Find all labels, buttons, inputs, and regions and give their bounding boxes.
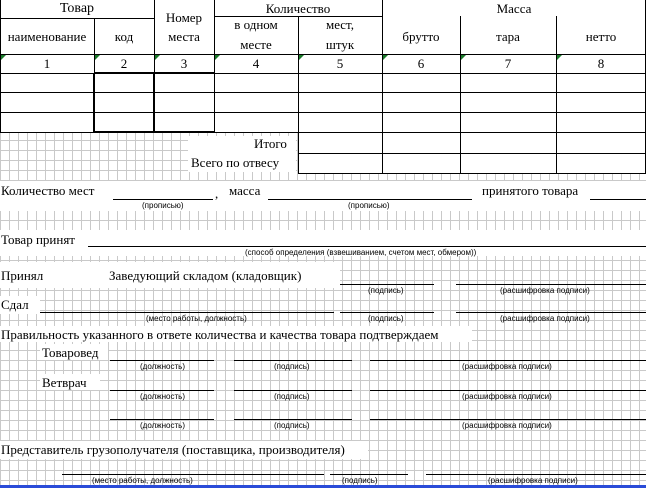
- header-v-odnom-line1: в одном: [234, 17, 278, 32]
- hint-podpis-prinyal: (подпись): [368, 286, 404, 295]
- sdal-name-field[interactable]: [456, 312, 646, 313]
- hint-dolzhnost: (должность): [140, 392, 185, 401]
- table-line: [94, 18, 95, 74]
- hint-podpis: (подпись): [274, 392, 310, 401]
- hint-rasshifrovka-representative: (расшифровка подписи): [488, 476, 578, 485]
- hint-rasshifrovka-sdal: (расшифровка подписи): [500, 314, 590, 323]
- table-line: [0, 54, 646, 55]
- hint-podpis: (подпись): [274, 362, 310, 371]
- column-number-4: 4: [252, 56, 260, 71]
- sdal-position-field[interactable]: [40, 312, 334, 313]
- prinyal-signature-field[interactable]: [340, 284, 434, 285]
- table-line: [0, 18, 154, 19]
- header-kolichestvo: Количество: [265, 1, 331, 16]
- cell-marker: [95, 55, 100, 60]
- header-kod: код: [114, 29, 134, 44]
- cell-marker: [299, 55, 304, 60]
- column-number-5: 5: [336, 56, 344, 71]
- cell-marker: [155, 55, 160, 60]
- header-mest-line2: штук: [325, 37, 355, 52]
- vetvrach-name-field[interactable]: [370, 390, 646, 391]
- column-number-8: 8: [597, 56, 605, 71]
- column-number-2: 2: [120, 56, 128, 71]
- header-nomer-mesta-line1: Номер: [165, 10, 203, 25]
- header-naimenovanie: наименование: [7, 29, 87, 44]
- tovaroved-signature-field[interactable]: [234, 360, 352, 361]
- column-number-3: 3: [180, 56, 188, 71]
- hint-rasshifrovka: (расшифровка подписи): [462, 392, 552, 401]
- table-line: [0, 92, 646, 93]
- header-tovar: Товар: [59, 1, 95, 16]
- hint-podpis: (подпись): [274, 421, 310, 430]
- table-line: [0, 112, 646, 113]
- vetvrach-label: Ветврач: [42, 375, 87, 390]
- hint-mesto-raboty-representative: (место работы, должность): [92, 476, 193, 485]
- accepted-goods-field[interactable]: [590, 199, 646, 200]
- representative-text: Представитель грузополучателя (поставщика, производителя): [1, 442, 345, 457]
- prinyal-label: Принял: [1, 268, 44, 283]
- massa-label: масса: [229, 183, 261, 198]
- column-number-1: 1: [43, 56, 51, 71]
- cell-marker: [383, 55, 388, 60]
- hint-propisyu-mass: (прописью): [348, 201, 390, 210]
- column-number-6: 6: [417, 56, 425, 71]
- sdal-signature-field[interactable]: [340, 312, 434, 313]
- representative-signature-field[interactable]: [330, 474, 408, 475]
- vsego-po-otvesu-label: Всего по отвесу: [191, 155, 280, 170]
- hint-podpis-representative: (подпись): [342, 476, 378, 485]
- table-line-thick: [153, 73, 155, 133]
- cell-marker: [557, 55, 562, 60]
- extra-name-field[interactable]: [370, 419, 646, 420]
- hint-rasshifrovka-prinyal: (расшифровка подписи): [500, 286, 590, 295]
- tovaroved-position-field[interactable]: [110, 360, 214, 361]
- representative-position-field[interactable]: [62, 474, 324, 475]
- header-massa: Масса: [496, 1, 532, 16]
- hint-sposob-opredeleniya: (способ определения (взвешиванием, счетом мест, обмером)): [245, 248, 477, 257]
- cell-marker: [215, 55, 220, 60]
- table-line: [556, 16, 557, 174]
- hint-dolzhnost: (должность): [140, 421, 185, 430]
- header-nomer-mesta-line2: места: [168, 29, 200, 44]
- tovar-prinyat-label: Товар принят: [1, 232, 75, 247]
- kolichestvo-mest-label: Количество мест: [1, 183, 95, 198]
- vetvrach-position-field[interactable]: [110, 390, 214, 391]
- header-netto: нетто: [585, 29, 617, 44]
- header-mest-line1: мест,: [325, 17, 355, 32]
- extra-signature-field[interactable]: [234, 419, 352, 420]
- tovaroved-label: Товаровед: [42, 345, 99, 360]
- extra-position-field[interactable]: [110, 419, 214, 420]
- header-brutto: брутто: [402, 29, 440, 44]
- table-line: [298, 173, 646, 174]
- header-v-odnom-line2: месте: [240, 37, 272, 52]
- header-tara: тара: [496, 29, 520, 44]
- column-number-7: 7: [504, 56, 512, 71]
- table-line: [298, 153, 646, 154]
- hint-dolzhnost: (должность): [140, 362, 185, 371]
- hint-mesto-raboty-sdal: (место работы, должность): [146, 314, 247, 323]
- tovaroved-name-field[interactable]: [370, 360, 646, 361]
- hint-podpis-sdal: (подпись): [368, 314, 404, 323]
- table-line: [0, 0, 1, 132]
- table-line: [460, 16, 461, 174]
- acceptance-method-field[interactable]: [88, 246, 646, 247]
- table-line: [298, 16, 299, 174]
- table-line: [154, 0, 155, 74]
- confirm-text: Правильность указанного в ответе количества и качества товара подтверждаем: [1, 327, 439, 342]
- sdal-label: Сдал: [1, 297, 29, 312]
- quantity-field[interactable]: [113, 199, 213, 200]
- hint-propisyu-quantity: (прописью): [142, 201, 184, 210]
- hint-rasshifrovka: (расшифровка подписи): [462, 421, 552, 430]
- table-line: [214, 0, 215, 132]
- cell-marker: [1, 55, 6, 60]
- hint-rasshifrovka: (расшифровка подписи): [462, 362, 552, 371]
- table-line: [382, 0, 383, 174]
- cell-marker: [461, 55, 466, 60]
- mass-field[interactable]: [268, 199, 472, 200]
- prinyal-role: Заведующий складом (кладовщик): [109, 268, 302, 283]
- comma-label: ,: [215, 186, 219, 201]
- vetvrach-signature-field[interactable]: [234, 390, 352, 391]
- prinyatogo-tovara-label: принятого товара: [482, 183, 579, 198]
- prinyal-name-field[interactable]: [456, 284, 646, 285]
- representative-name-field[interactable]: [426, 474, 646, 475]
- table-line-thick: [93, 73, 95, 133]
- itogo-label: Итого: [254, 136, 287, 151]
